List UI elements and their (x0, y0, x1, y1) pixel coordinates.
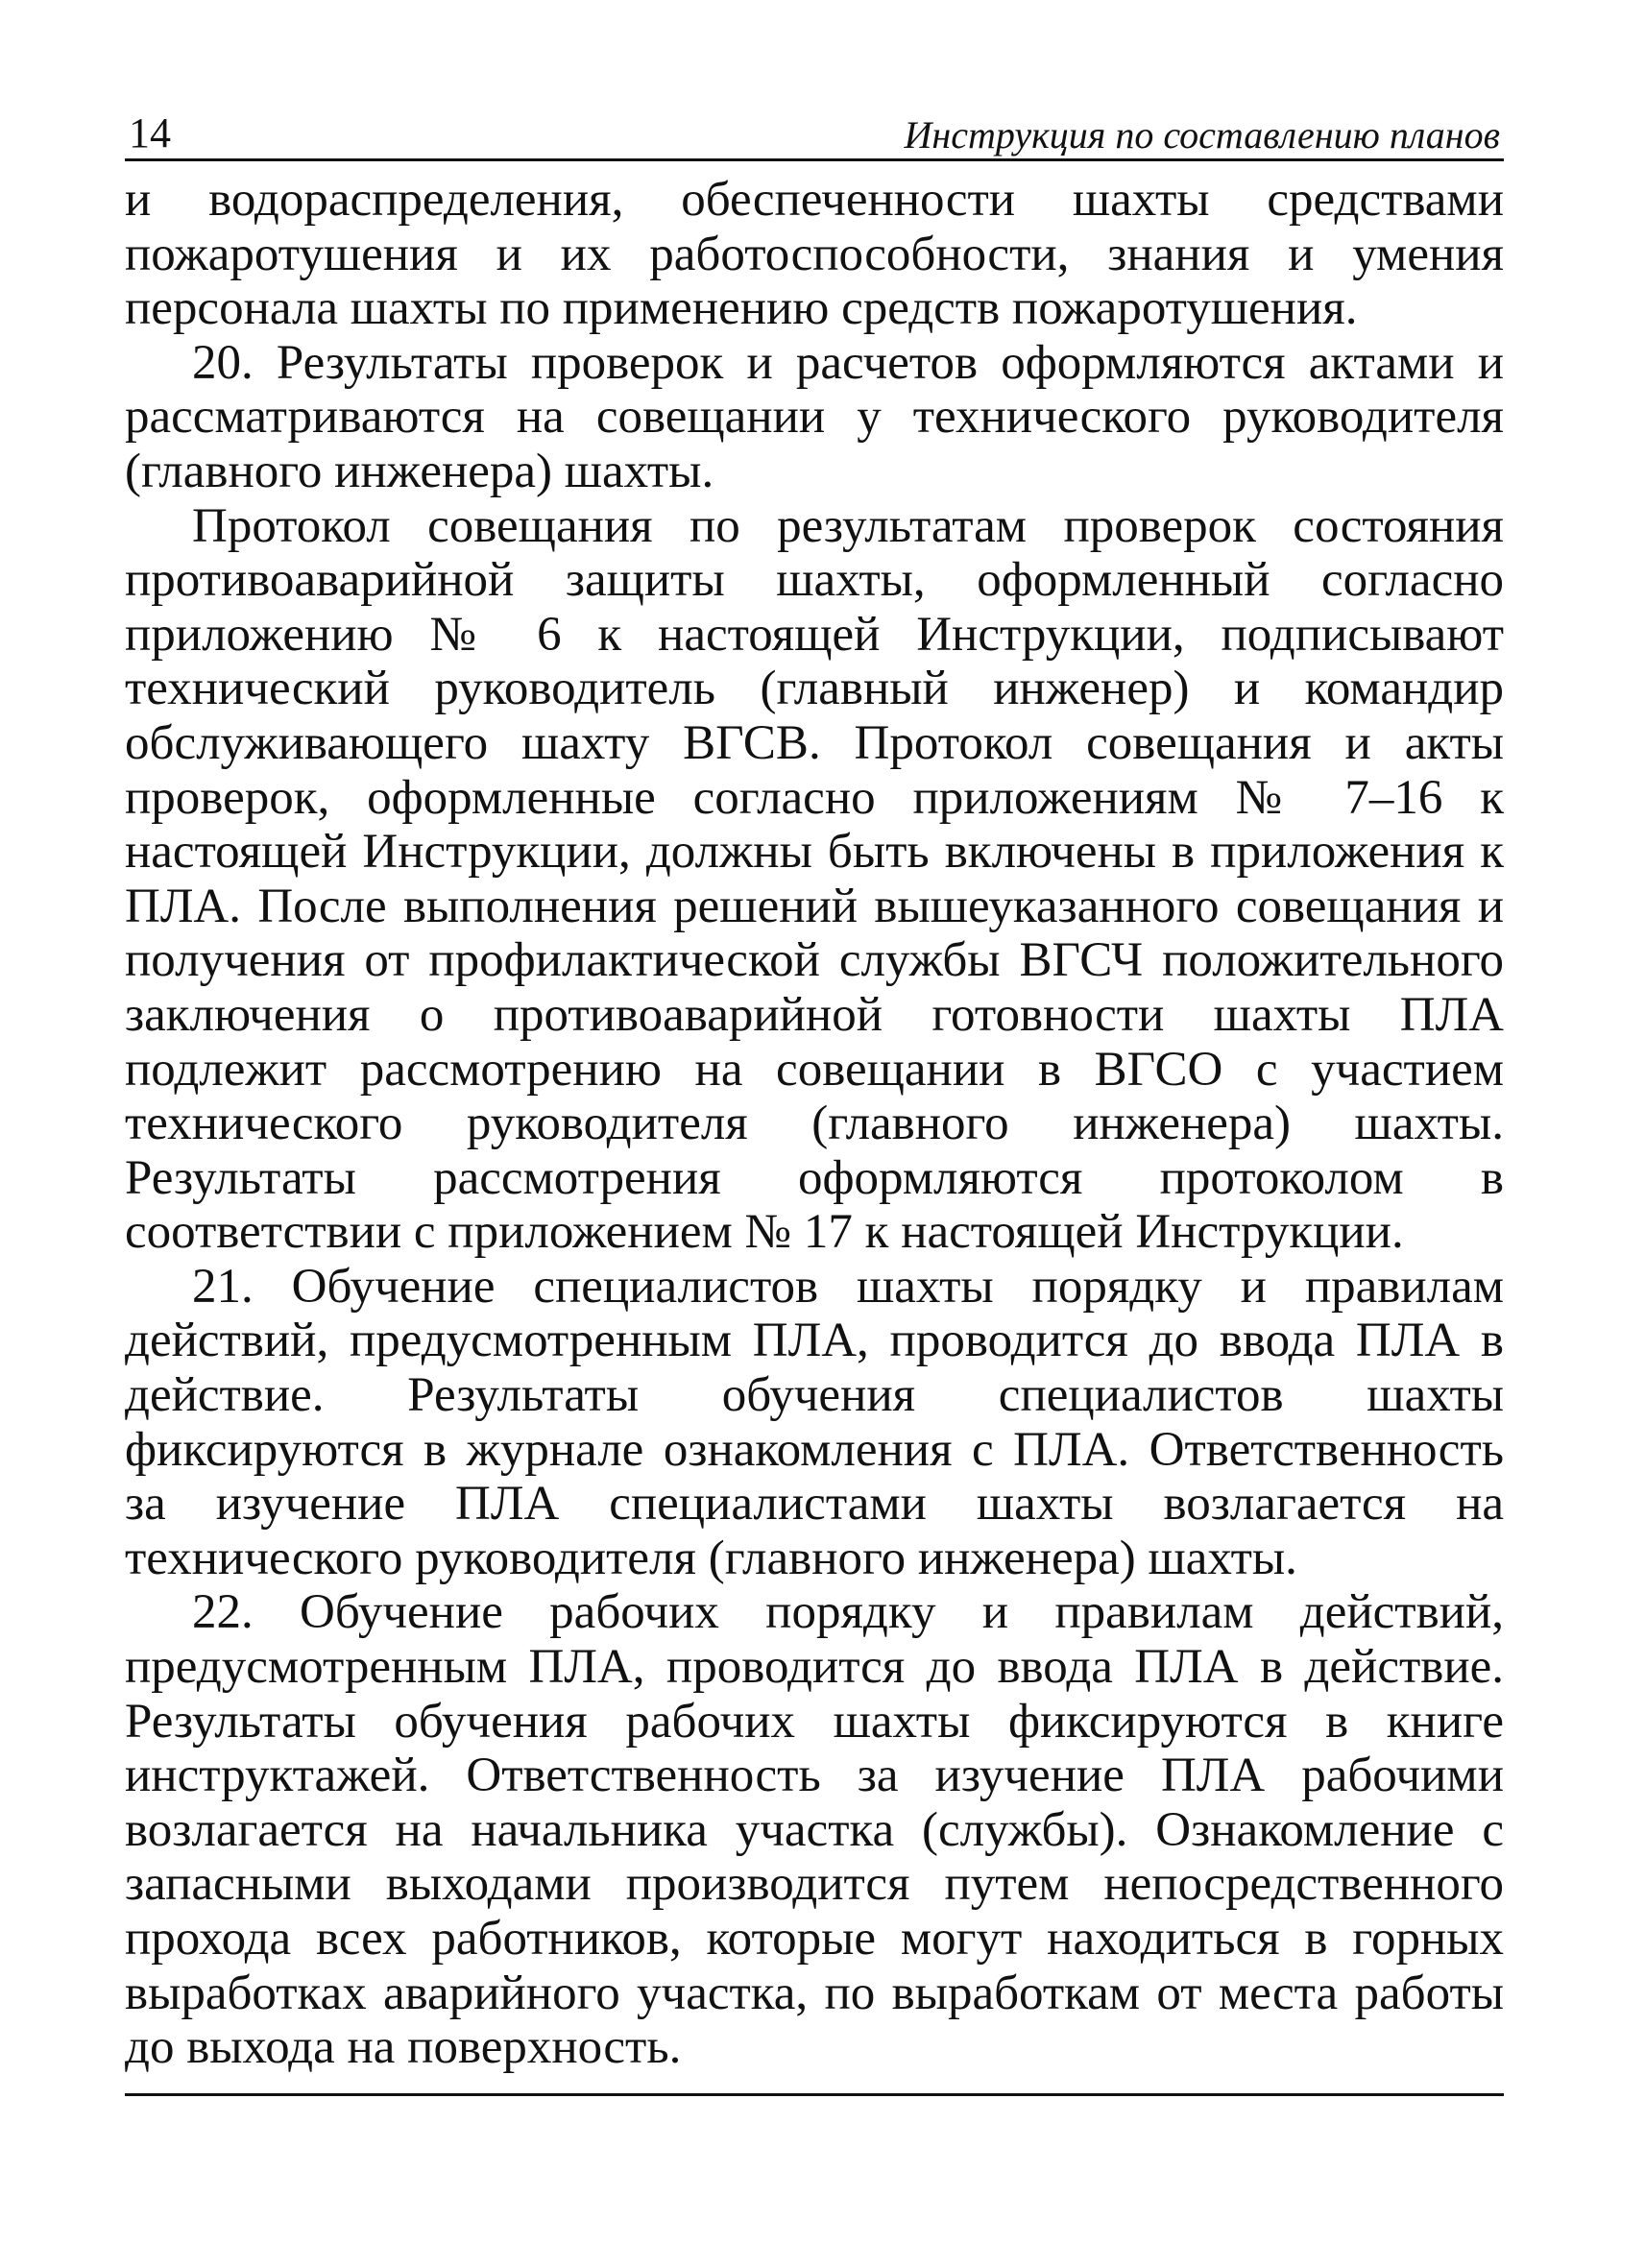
running-title: Инструкция по составлению планов (904, 113, 1500, 157)
paragraph-item-21: 21. Обучение специалистов шахты порядку и правилам действий, предусмотренным ПЛА, проводится до ввода ПЛА в действие. Результаты обучения специалистов шахты фиксируются в журнале ознакомления с ПЛА. Ответственность за изучение ПЛА специалистами шахты возлагается на технического руководителя (главного инженера) шахты. (125, 1259, 1504, 1585)
document-page (125, 96, 1504, 2075)
page-header (125, 96, 1504, 161)
body-text (125, 173, 1504, 2075)
paragraph-item-22: 22. Обучение рабочих порядку и правилам действий, предусмотренным ПЛА, проводится до ввода ПЛА в действие. Результаты обучения рабочих шахты фиксируются в книге инструктажей. Ответственность за изучение ПЛА рабочими возлагается на начальника участка (службы). Ознакомление с запасными выходами производится путем непосредственного прохода всех работников, которые могут находиться в горных выработках аварийного участка, по выработкам от места работы до выхода на поверхность. (125, 1585, 1504, 2075)
paragraph-protocol: Протокол совещания по результатам проверок состояния противоаварийной защиты шахты, оформленный согласно приложению № 6 к настоящей Инструкции, подписывают технический руководитель (главный инженер) и командир обслуживающего шахту ВГСВ. Протокол совещания и акты проверок, оформленные согласно приложениям № 7–16 к настоящей Инструкции, должны быть включены в приложения к ПЛА. После выполнения решений вышеуказанного совещания и получения от профилактической службы ВГСЧ положительного заключения о противоаварийной готовности шахты ПЛА подлежит рассмотрению на совещании в ВГСО с участием технического руководителя (главного инженера) шахты. Результаты рассмотрения оформляются протоколом в соответствии с приложением № 17 к настоящей Инструкции. (125, 498, 1504, 1260)
paragraph-item-20: 20. Результаты проверок и расчетов оформляются актами и рассматриваются на совещании у технического руководителя (главного инженера) шахты. (125, 335, 1504, 498)
paragraph-continuation: и водораспределения, обеспеченности шахты средствами пожаротушения и их работоспособности, знания и умения персонала шахты по применению средств пожаротушения. (125, 173, 1504, 336)
page-number: 14 (129, 109, 171, 157)
footer-rule (125, 2093, 1504, 2096)
